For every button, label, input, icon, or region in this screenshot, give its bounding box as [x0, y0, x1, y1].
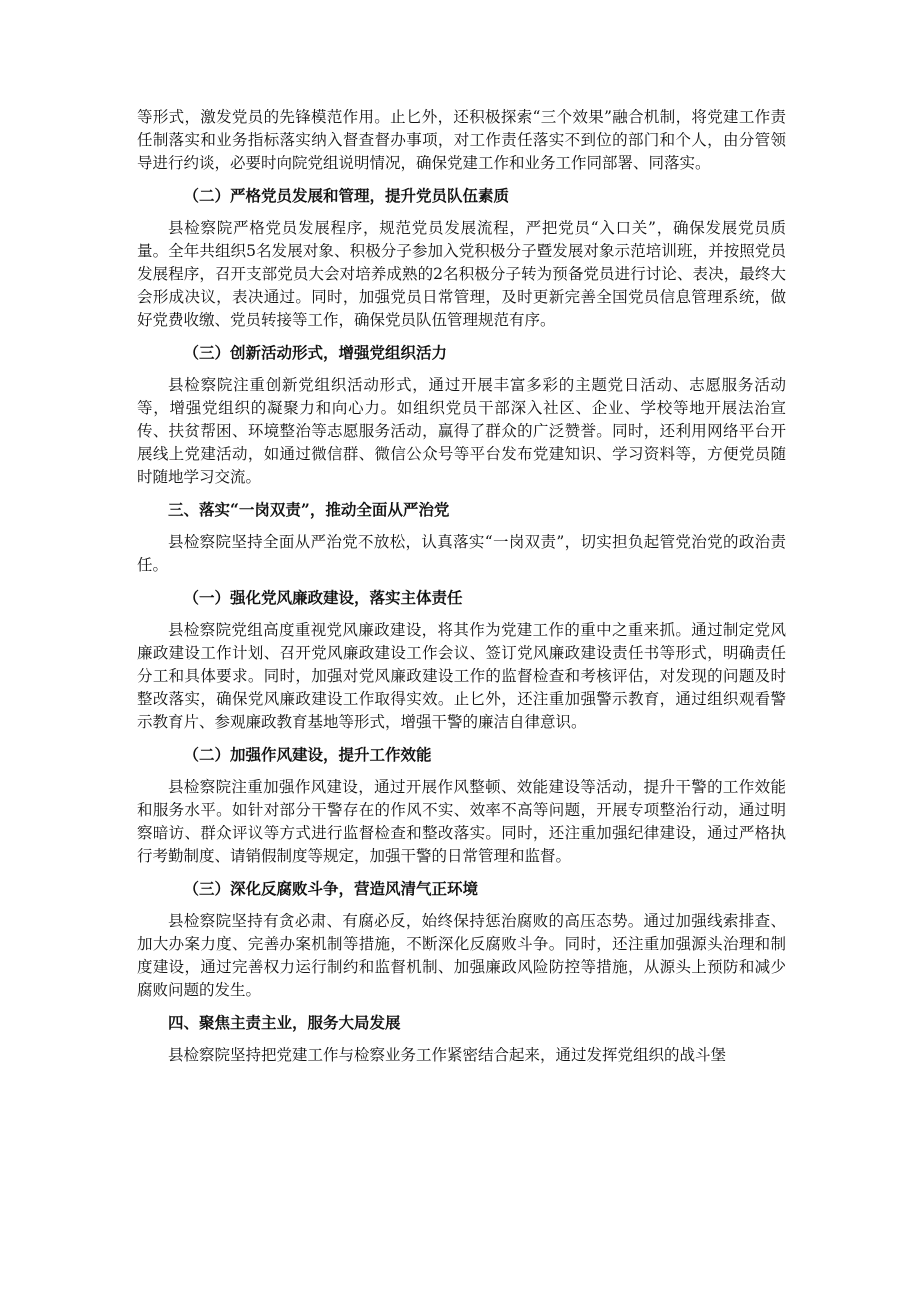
- subsection-heading: （三）创新活动形式，增强党组织活力: [183, 343, 448, 362]
- subsection-heading: （一）强化党风廉政建设，落实主体责任: [183, 588, 463, 607]
- paragraph: 县检察院坚持全面从严治党不放松，认真落实“一岗双责”，切实担负起管党治党的政治责任。: [137, 533, 786, 574]
- subsection-heading: （二）加强作风建设，提升工作效能: [183, 745, 432, 764]
- section-heading: 三、落实“一岗双责”，推动全面从严治党: [168, 500, 450, 519]
- paragraph: 县检察院严格党员发展程序，规范党员发展流程，严把党员“入口关”，确保发展党员质量。全年共组织5名发展对象、积极分子参加入党积极分子暨发展对象示范培训班，并按照党员发展程序，召开支部党员大会对培养成熟的2名积极分子转为预备党员进行讨论、表决，最终大会形成决议，表决通过。同时，加强党员日常管理，及时更新完善全国党员信息管理系统，做好党费收缴、党员转接等工作，确保党员队伍管理规范有序。: [137, 219, 786, 329]
- paragraph-continued: 等形式，激发党员的先锋模范作用。止匕外，还积极探索“三个效果”融合机制，将党建工作责任制落实和业务指标落实纳入督查督办事项，对工作责任落实不到位的部门和个人，由分管领导进行约谈，必要时向院党组说明情况，确保党建工作和业务工作同部署、同落实。: [137, 108, 786, 172]
- paragraph: 县检察院坚持有贪必肃、有腐必反，始终保持惩治腐败的高压态势。通过加强线索排查、加大办案力度、完善办案机制等措施，不断深化反腐败斗争。同时，还注重加强源头治理和制度建设，通过完善权力运行制约和监督机制、加强廉政风险防控等措施，从源头上预防和减少腐败问题的发生。: [137, 912, 786, 999]
- subsection-heading: （三）深化反腐败斗争，营造风清气正环境: [183, 879, 479, 898]
- section-heading: 四、聚焦主责主业，服务大局发展: [168, 1013, 401, 1032]
- paragraph-truncated: 县检察院坚持把党建工作与检察业务工作紧密结合起来，通过发挥党组织的战斗堡: [168, 1046, 727, 1064]
- paragraph: 县检察院注重加强作风建设，通过开展作风整顿、效能建设等活动，提升干警的工作效能和服务水平。如针对部分干警存在的作风不实、效率不高等问题，开展专项整治行动，通过明察暗访、群众评议等方式进行监督检查和整改落实。同时，还注重加强纪律建设，通过严格执行考勤制度、请销假制度等规定，加强干警的日常管理和监督。: [137, 778, 786, 865]
- paragraph: 县检察院注重创新党组织活动形式，通过开展丰富多彩的主题党日活动、志愿服务活动等，增强党组织的凝聚力和向心力。如组织党员干部深入社区、企业、学校等地开展法治宣传、扶贫帮困、环境整治等志愿服务活动，赢得了群众的广泛赞誉。同时，还利用网络平台开展线上党建活动，如通过微信群、微信公众号等平台发布党建知识、学习资料等，方便党员随时随地学习交流。: [137, 376, 786, 486]
- paragraph: 县检察院党组高度重视党风廉政建设，将其作为党建工作的重中之重来抓。通过制定党风廉政建设工作计划、召开党风廉政建设工作会议、签订党风廉政建设责任书等形式，明确责任分工和具体要求。同时，加强对党风廉政建设工作的监督检查和考核评估，对发现的问题及时整改落实，确保党风廉政建设工作取得实效。止匕外，还注重加强警示教育，通过组织观看警示教育片、参观廉政教育基地等形式，增强干警的廉洁自律意识。: [137, 621, 786, 731]
- subsection-heading: （二）严格党员发展和管理，提升党员队伍素质: [183, 186, 510, 205]
